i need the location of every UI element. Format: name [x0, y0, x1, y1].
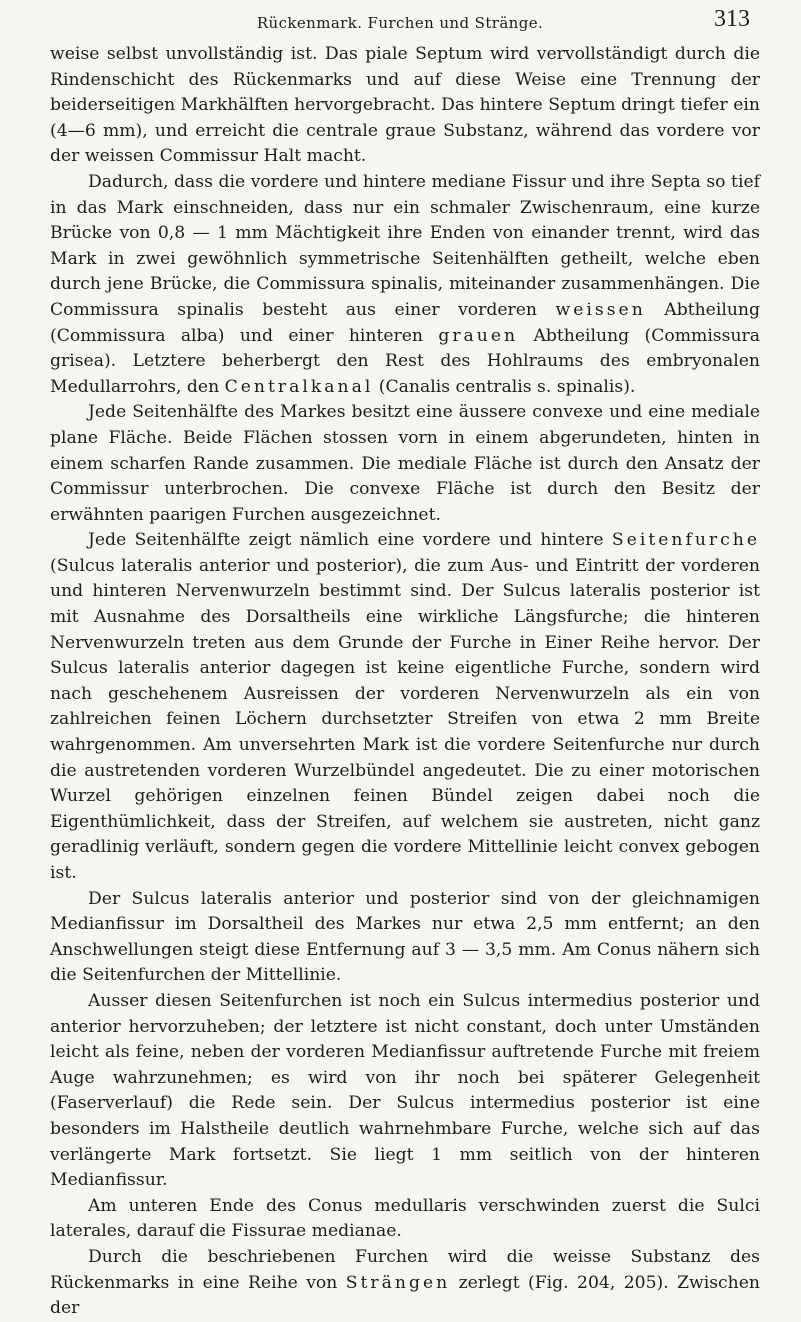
emphasis-straengen: Strängen — [345, 1272, 451, 1293]
running-title: Rückenmark. Furchen und Stränge. — [256, 14, 544, 32]
paragraph: Dadurch, dass die vordere und hintere mediane Fissur und ihre Septa so tief in das Mark einschneiden, dass nur ein schmaler Zwischenraum, eine kurze Brücke von 0,8 — 1 mm Mächtigkeit ihre Enden von einander trennt, wird das Mark in zwei gewöhnlich symmetrische Seitenhälften getheilt, welche eben durch jene Brücke, die Commissura spinalis, miteinander zusammenhängen. Die Commissura spinalis besteht aus einer vorderen weissen Abtheilung (Commissura alba) und einer hinteren grauen Abtheilung (Commissura grisea). Letztere beherbergt den Rest des Hohlraums des embryonalen Medullarrohrs, den Centralkanal (Canalis centralis s. spinalis). — [50, 171, 760, 397]
paragraph: weise selbst unvollständig ist. Das piale Septum wird vervollständigt durch die Rindenschicht des Rückenmarks und auf diese Weise eine Trennung der beiderseitigen Markhälften hervorgebracht. Das hintere Septum dringt tiefer ein (4—6 mm), und erreicht die centrale graue Substanz, während das vordere vor der weissen Commissur Halt macht. — [50, 44, 760, 167]
page-number: 313 — [714, 6, 750, 32]
paragraph: Jede Seitenhälfte zeigt nämlich eine vordere und hintere Seitenfurche (Sulcus lateralis anterior und posterior), die zum Aus- und Eintritt der vorderen und hinteren Nervenwurzeln bestimmt sind. Der Sulcus lateralis posterior ist mit Ausnahme des Dorsaltheils eine wirkliche Längsfurche; die hinteren Nervenwurzeln treten aus dem Grunde der Furche in Einer Reihe hervor. Der Sulcus lateralis anterior dagegen ist keine eigentliche Furche, sondern wird nach geschehenem Ausreissen der vorderen Nervenwurzeln als ein von zahlreichen feinen Löchern durchsetzter Streifen von etwa 2 mm Breite wahrgenommen. Am unversehrten Mark ist die vordere Seitenfurche nur durch die austretenden vorderen Wurzelbündel angedeutet. Die zu einer motorischen Wurzel gehörigen einzelnen feinen Bündel zeigen dabei noch die Eigenthümlichkeit, dass der Streifen, auf welchem sie austreten, nicht ganz geradlinig verläuft, sondern gegen die vordere Mittellinie leicht convex gebogen ist. — [50, 530, 760, 883]
paragraph: Der Sulcus lateralis anterior und posterior sind von der gleichnamigen Medianfissur im Dorsaltheil des Markes nur etwa 2,5 mm entfernt; an den Anschwellungen steigt diese Entfernung auf 3 — 3,5 mm. Am Conus nähern sich die Seitenfurchen der Mittellinie. — [50, 888, 760, 986]
paragraph: Durch die beschriebenen Furchen wird die weisse Substanz des Rückenmarks in eine Reihe von Strängen zerlegt (Fig. 204, 205). Zwischen der — [50, 1246, 760, 1319]
paragraph: Jede Seitenhälfte des Markes besitzt eine äussere convexe und eine mediale plane Fläche. Beide Flächen stossen vorn in einem abgerundeten, hinten in einem scharfen Rande zusammen. Die mediale Fläche ist durch den Ansatz der Commissur unterbrochen. Die convexe Fläche ist durch den Besitz der erwähnten paarigen Furchen ausgezeichnet. — [50, 402, 760, 525]
emphasis-centralkanal: Centralkanal — [224, 376, 374, 397]
paragraph: Am unteren Ende des Conus medullaris verschwinden zuerst die Sulci laterales, darauf die Fissurae medianae. — [50, 1195, 760, 1242]
body-text — [50, 42, 760, 1322]
paragraph: Ausser diesen Seitenfurchen ist noch ein Sulcus intermedius posterior und anterior hervorzuheben; der letztere ist nicht constant, doch unter Umständen leicht als feine, neben der vorderen Medianfissur auftretende Furche mit freiem Auge wahrzunehmen; es wird von ihr noch bei späterer Gelegenheit (Faserverlauf) die Rede sein. Der Sulcus intermedius posterior ist eine besonders im Halstheile deutlich wahrnehmbare Furche, welche sich auf das verlängerte Mark fortsetzt. Sie liegt 1 mm seitlich von der hinteren Medianfissur. — [50, 990, 760, 1191]
emphasis-weissen: weissen — [555, 299, 646, 320]
emphasis-grauen: grauen — [438, 325, 519, 346]
emphasis-seitenfurche: Seitenfurche — [611, 530, 760, 551]
page-header — [50, 6, 750, 40]
